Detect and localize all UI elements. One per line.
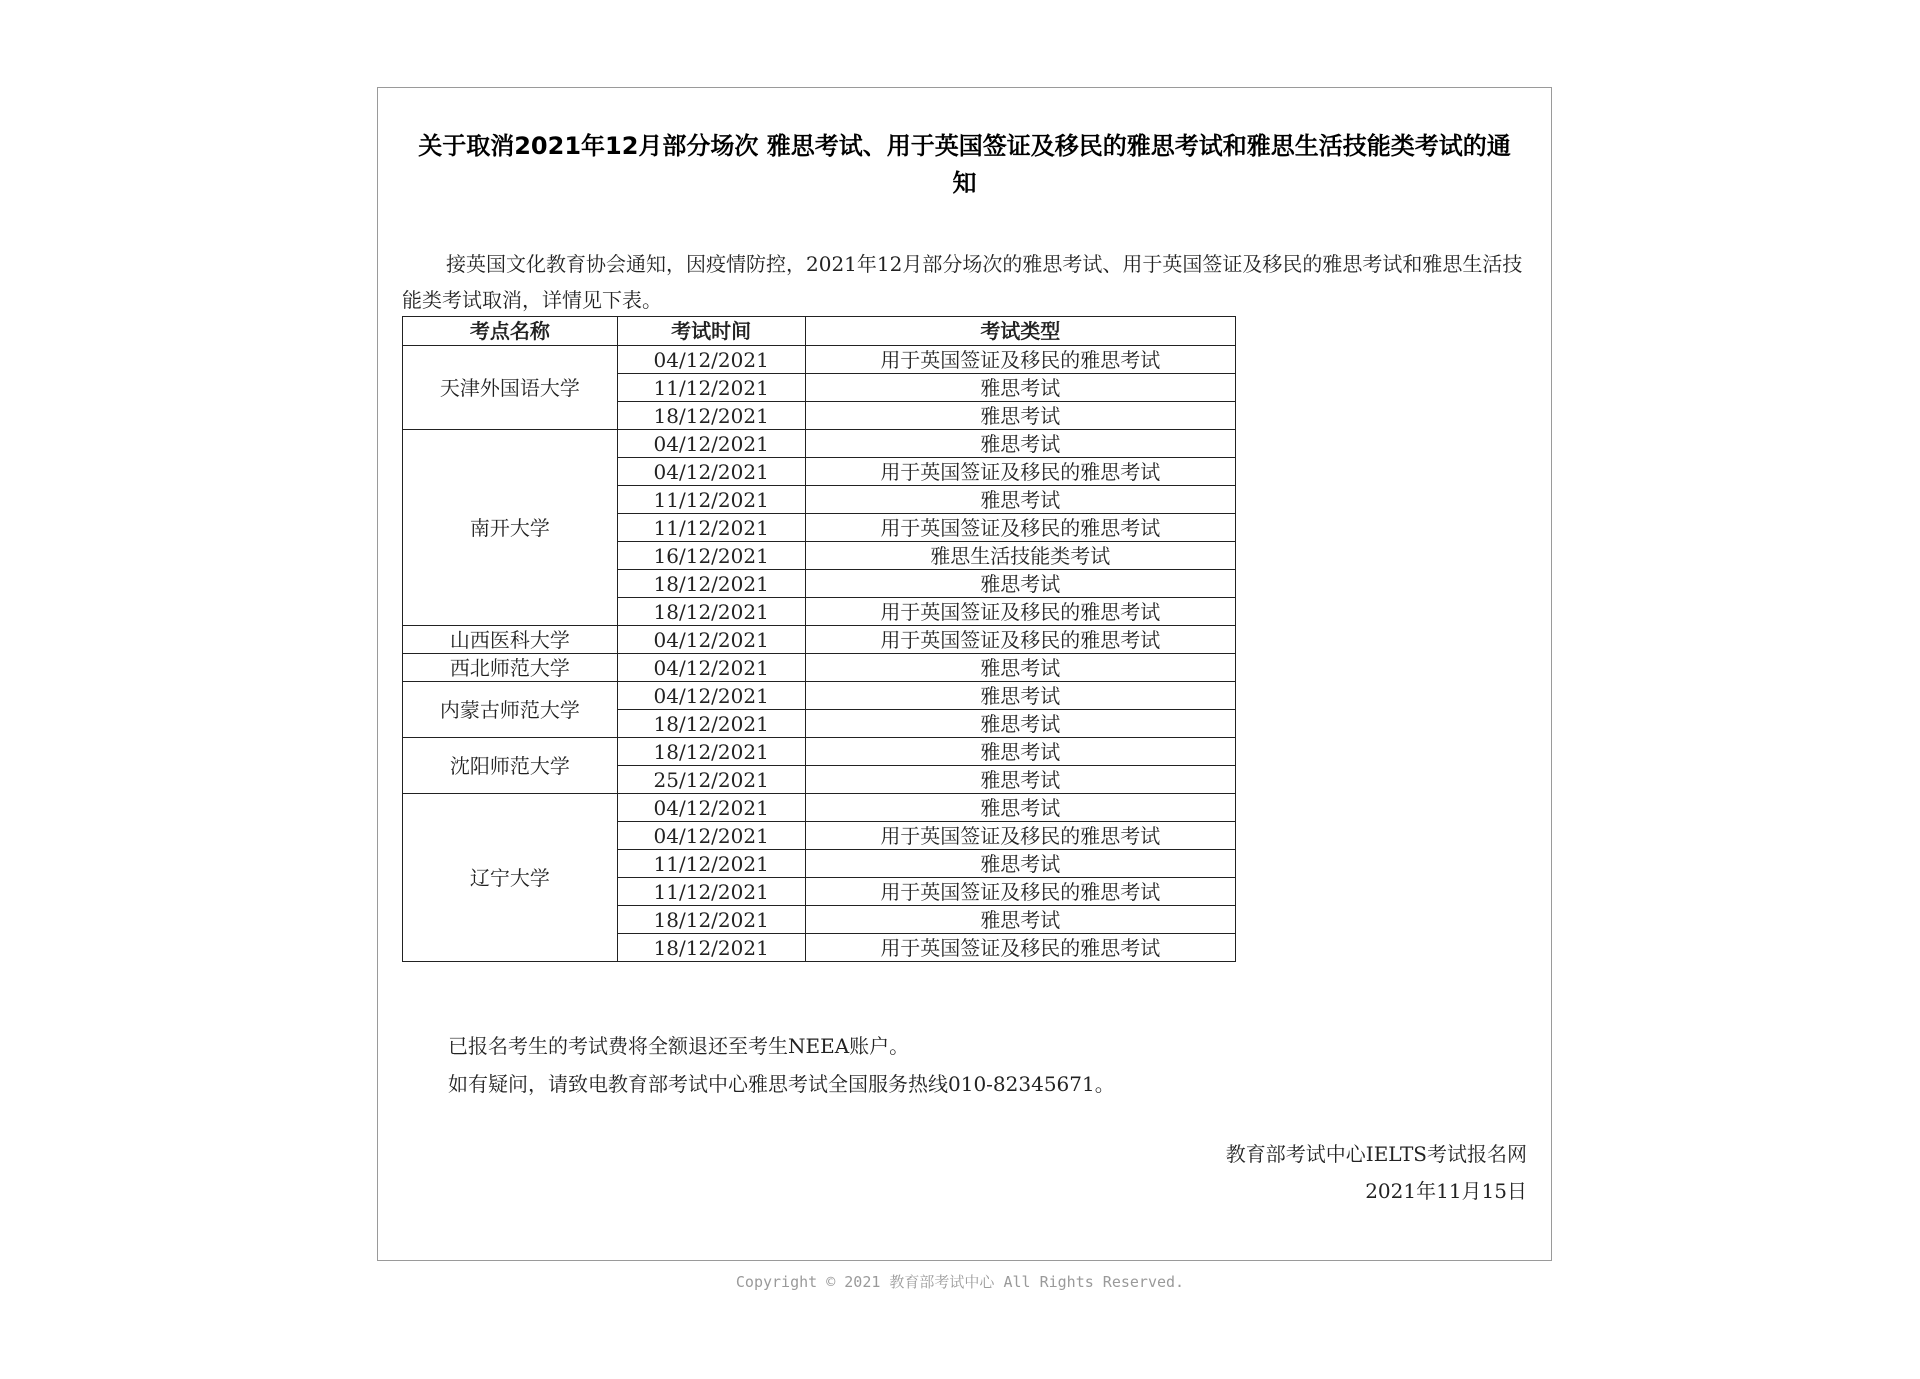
copyright-text: Copyright © 2021 教育部考试中心 All Rights Reserved. bbox=[735, 1273, 1185, 1291]
type-cell: 雅思生活技能类考试 bbox=[805, 542, 1235, 570]
type-cell: 雅思考试 bbox=[805, 374, 1235, 402]
date-cell: 04/12/2021 bbox=[617, 346, 805, 374]
refund-note: 已报名考生的考试费将全额退还至考生NEEA账户。 bbox=[448, 1034, 910, 1058]
date-cell: 04/12/2021 bbox=[617, 430, 805, 458]
date-cell: 11/12/2021 bbox=[617, 850, 805, 878]
type-cell: 雅思考试 bbox=[805, 738, 1235, 766]
type-cell: 雅思考试 bbox=[805, 654, 1235, 682]
table-row bbox=[403, 626, 1236, 654]
type-cell: 雅思考试 bbox=[805, 402, 1235, 430]
table-row bbox=[403, 738, 1236, 766]
signature-org: 教育部考试中心IELTS考试报名网 bbox=[1225, 1142, 1527, 1166]
date-cell: 18/12/2021 bbox=[617, 598, 805, 626]
type-cell: 雅思考试 bbox=[805, 766, 1235, 794]
date-cell: 18/12/2021 bbox=[617, 710, 805, 738]
type-cell: 用于英国签证及移民的雅思考试 bbox=[805, 626, 1235, 654]
date-cell: 04/12/2021 bbox=[617, 626, 805, 654]
type-cell: 雅思考试 bbox=[805, 430, 1235, 458]
notice-title: 关于取消2021年12月部分场次 雅思考试、用于英国签证及移民的雅思考试和雅思生活技能类考试的通知 bbox=[418, 132, 1511, 197]
date-cell: 25/12/2021 bbox=[617, 766, 805, 794]
date-cell: 04/12/2021 bbox=[617, 654, 805, 682]
type-cell: 雅思考试 bbox=[805, 850, 1235, 878]
site-cell: 南开大学 bbox=[403, 430, 618, 626]
signature-date: 2021年11月15日 bbox=[1365, 1179, 1527, 1203]
header-type: 考试类型 bbox=[805, 317, 1235, 346]
date-cell: 18/12/2021 bbox=[617, 934, 805, 962]
type-cell: 雅思考试 bbox=[805, 486, 1235, 514]
type-cell: 用于英国签证及移民的雅思考试 bbox=[805, 458, 1235, 486]
date-cell: 04/12/2021 bbox=[617, 682, 805, 710]
site-cell: 辽宁大学 bbox=[403, 794, 618, 962]
date-cell: 11/12/2021 bbox=[617, 878, 805, 906]
site-cell: 天津外国语大学 bbox=[403, 346, 618, 430]
date-cell: 18/12/2021 bbox=[617, 906, 805, 934]
notice-container bbox=[377, 87, 1552, 1261]
site-cell: 内蒙古师范大学 bbox=[403, 682, 618, 738]
site-cell: 山西医科大学 bbox=[403, 626, 618, 654]
date-cell: 18/12/2021 bbox=[617, 738, 805, 766]
table-header-row bbox=[403, 317, 1236, 346]
type-cell: 用于英国签证及移民的雅思考试 bbox=[805, 346, 1235, 374]
type-cell: 雅思考试 bbox=[805, 570, 1235, 598]
header-date: 考试时间 bbox=[617, 317, 805, 346]
date-cell: 16/12/2021 bbox=[617, 542, 805, 570]
table-row bbox=[403, 794, 1236, 822]
site-cell: 沈阳师范大学 bbox=[403, 738, 618, 794]
contact-note: 如有疑问，请致电教育部考试中心雅思考试全国服务热线010-82345671。 bbox=[448, 1072, 1115, 1096]
date-cell: 11/12/2021 bbox=[617, 486, 805, 514]
table-body bbox=[403, 346, 1236, 962]
date-cell: 04/12/2021 bbox=[617, 794, 805, 822]
type-cell: 雅思考试 bbox=[805, 906, 1235, 934]
type-cell: 用于英国签证及移民的雅思考试 bbox=[805, 878, 1235, 906]
type-cell: 用于英国签证及移民的雅思考试 bbox=[805, 822, 1235, 850]
table-row bbox=[403, 346, 1236, 374]
table-row bbox=[403, 430, 1236, 458]
type-cell: 雅思考试 bbox=[805, 710, 1235, 738]
cancelled-exams-table bbox=[402, 316, 1236, 962]
table-row bbox=[403, 654, 1236, 682]
date-cell: 04/12/2021 bbox=[617, 458, 805, 486]
date-cell: 04/12/2021 bbox=[617, 822, 805, 850]
type-cell: 用于英国签证及移民的雅思考试 bbox=[805, 598, 1235, 626]
notice-intro: 接英国文化教育协会通知，因疫情防控，2021年12月部分场次的雅思考试、用于英国签证及移民的雅思考试和雅思生活技能类考试取消，详情见下表。 bbox=[402, 252, 1523, 312]
date-cell: 11/12/2021 bbox=[617, 514, 805, 542]
type-cell: 雅思考试 bbox=[805, 682, 1235, 710]
type-cell: 雅思考试 bbox=[805, 794, 1235, 822]
table-row bbox=[403, 682, 1236, 710]
date-cell: 18/12/2021 bbox=[617, 570, 805, 598]
site-cell: 西北师范大学 bbox=[403, 654, 618, 682]
type-cell: 用于英国签证及移民的雅思考试 bbox=[805, 514, 1235, 542]
date-cell: 18/12/2021 bbox=[617, 402, 805, 430]
header-site: 考点名称 bbox=[403, 317, 618, 346]
date-cell: 11/12/2021 bbox=[617, 374, 805, 402]
type-cell: 用于英国签证及移民的雅思考试 bbox=[805, 934, 1235, 962]
